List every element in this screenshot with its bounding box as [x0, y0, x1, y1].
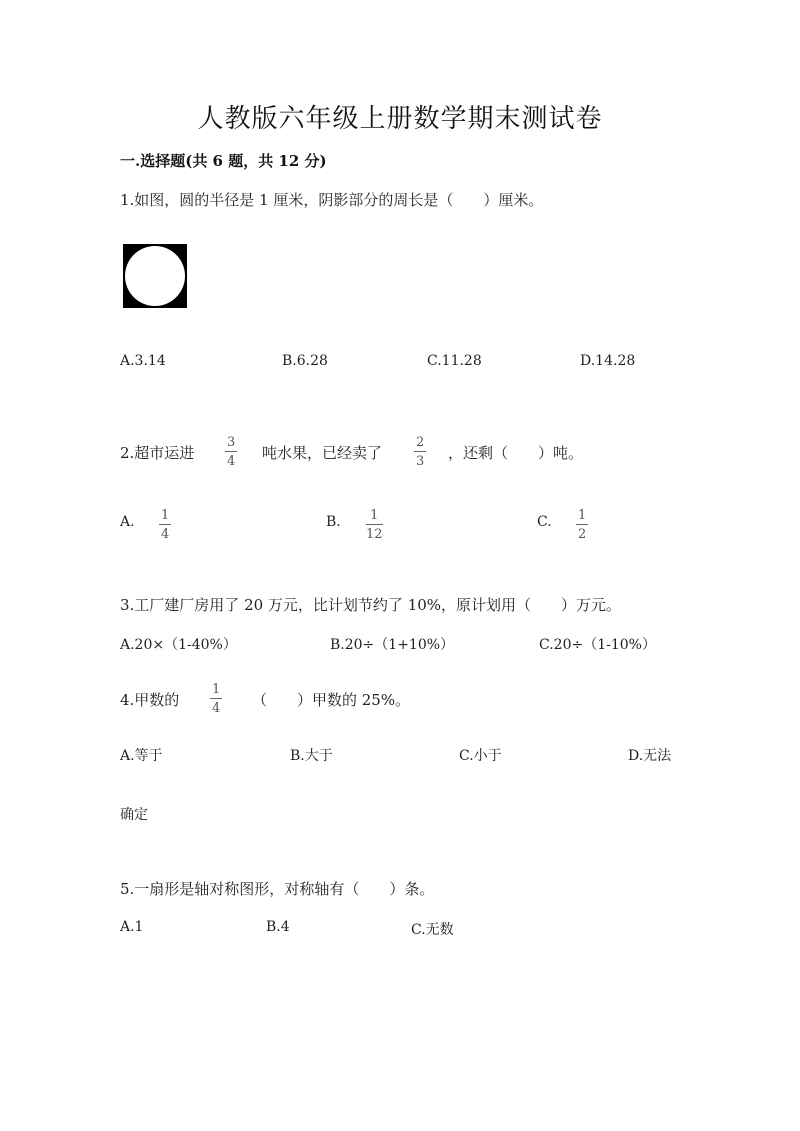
fraction-denominator: 2 — [578, 527, 587, 542]
fraction-two-thirds — [414, 436, 426, 468]
shaded-square-circle-figure — [123, 244, 187, 308]
question-2-prefix: 2.超市运进 — [120, 444, 195, 462]
q2-option-a[interactable]: A. — [120, 514, 135, 530]
q4-option-c[interactable]: C.小于 — [459, 748, 502, 764]
q1-option-b[interactable]: B.6.28 — [282, 353, 328, 369]
page-title: 人教版六年级上册数学期末测试卷 — [197, 104, 603, 134]
question-5: 5.一扇形是轴对称图形，对称轴有（ ）条。 — [120, 880, 435, 898]
q2-option-a-fraction — [159, 509, 171, 541]
q1-option-c[interactable]: C.11.28 — [427, 353, 482, 369]
q4-option-d-wrap: 确定 — [120, 807, 148, 823]
q4-option-d[interactable]: D.无法 — [628, 748, 672, 764]
fraction-numerator: 1 — [212, 682, 221, 697]
fraction-three-quarters — [225, 436, 237, 468]
fraction-denominator: 3 — [416, 454, 425, 469]
question-4-prefix: 4.甲数的 — [120, 691, 180, 709]
question-4-suffix: （ ）甲数的 25%。 — [252, 691, 411, 709]
fraction-one-quarter — [210, 683, 222, 715]
fraction-denominator: 12 — [366, 527, 383, 542]
fraction-numerator: 1 — [370, 508, 379, 523]
circle-shape — [125, 246, 185, 306]
q5-option-a[interactable]: A.1 — [120, 919, 144, 935]
q3-option-c[interactable]: C.20÷（1-10%） — [539, 637, 656, 653]
question-2-suffix: ，还剩（ ）吨。 — [448, 444, 584, 462]
fraction-numerator: 1 — [161, 508, 170, 523]
q2-option-b[interactable]: B. — [326, 514, 341, 530]
q2-option-b-fraction — [366, 509, 383, 541]
q3-option-b[interactable]: B.20÷（1+10%） — [330, 637, 455, 653]
question-2-middle: 吨水果，已经卖了 — [262, 444, 383, 462]
q2-option-c-fraction — [576, 509, 588, 541]
q5-option-c[interactable]: C.无数 — [411, 922, 454, 938]
q4-option-b[interactable]: B.大于 — [290, 748, 333, 764]
question-1: 1.如图，圆的半径是 1 厘米，阴影部分的周长是（ ）厘米。 — [120, 191, 544, 209]
q3-option-a[interactable]: A.20×（1-40%） — [120, 637, 237, 653]
q4-option-a[interactable]: A.等于 — [120, 748, 163, 764]
q5-option-b[interactable]: B.4 — [266, 919, 290, 935]
fraction-numerator: 1 — [578, 508, 587, 523]
section-heading: 一.选择题(共 6 题，共 12 分) — [120, 152, 327, 170]
fraction-numerator: 3 — [227, 435, 236, 450]
q2-option-c[interactable]: C. — [537, 514, 552, 530]
question-3: 3.工厂建厂房用了 20 万元，比计划节约了 10%，原计划用（ ）万元。 — [120, 596, 622, 614]
fraction-denominator: 4 — [212, 701, 221, 716]
q1-option-a[interactable]: A.3.14 — [120, 353, 166, 369]
fraction-denominator: 4 — [227, 454, 236, 469]
q1-option-d[interactable]: D.14.28 — [580, 353, 636, 369]
fraction-denominator: 4 — [161, 527, 170, 542]
fraction-numerator: 2 — [416, 435, 425, 450]
